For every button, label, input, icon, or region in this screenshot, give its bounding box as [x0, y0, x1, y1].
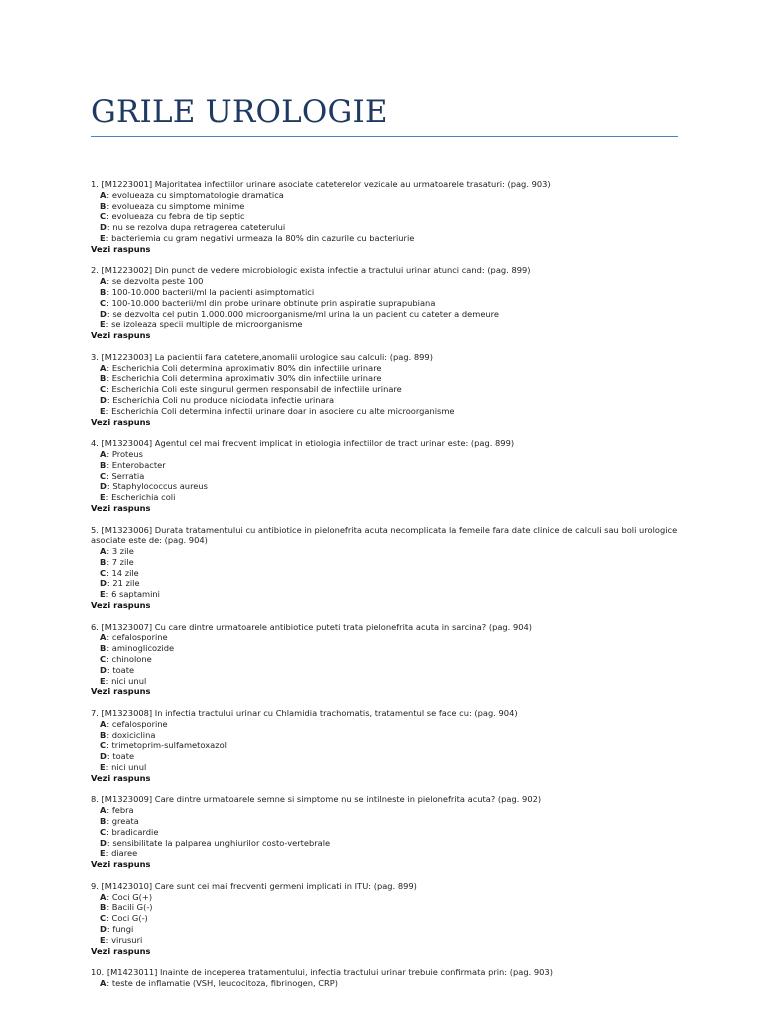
question-item: [91, 179, 681, 255]
option-letter: A: [100, 362, 107, 373]
option-letter: D: [100, 837, 107, 848]
answer-option: [91, 287, 681, 298]
answer-option: [91, 298, 681, 309]
answer-option: [91, 449, 681, 460]
option-text: : nici unul: [105, 762, 147, 773]
option-letter: E: [100, 589, 106, 600]
option-text: : Escherichia Coli determina aproximativ 30% din infectiile urinare: [106, 373, 382, 384]
answer-option: [91, 751, 681, 762]
option-text: : cefalosporine: [106, 632, 168, 643]
show-answer-link[interactable]: Vezi raspuns: [91, 502, 151, 513]
option-letter: B: [100, 643, 107, 654]
show-answer-link[interactable]: Vezi raspuns: [91, 416, 151, 427]
option-letter: A: [100, 276, 107, 287]
option-text: : Bacili G(-): [106, 902, 153, 913]
answer-option: [91, 654, 681, 665]
answer-option: [91, 643, 681, 654]
answer-option: [91, 762, 681, 773]
option-letter: B: [100, 902, 107, 913]
answer-option: [91, 276, 681, 287]
question-item: [91, 525, 681, 611]
question-item: [91, 265, 681, 341]
question-text: 7. [M1323008] In infectia tractului urinar cu Chlamidia trachomatis, tratamentul se face cu: (pag. 904): [91, 708, 518, 719]
answer-option: [91, 481, 681, 492]
show-answer-link[interactable]: Vezi raspuns: [91, 330, 151, 341]
question-item: [91, 352, 681, 428]
option-letter: E: [100, 405, 106, 416]
option-letter: E: [100, 934, 106, 945]
option-text: : Staphylococcus aureus: [106, 481, 208, 492]
option-text: : toate: [106, 751, 135, 762]
option-letter: B: [100, 373, 107, 384]
option-letter: D: [100, 481, 107, 492]
answer-option: [91, 892, 681, 903]
answer-option: [91, 201, 681, 212]
answer-option: [91, 589, 681, 600]
page-title: GRILE UROLOGIE: [91, 94, 388, 130]
answer-option: [91, 222, 681, 233]
option-text: : se dezvolta peste 100: [106, 276, 204, 287]
option-text: : 21 zile: [106, 578, 140, 589]
option-letter: A: [100, 891, 107, 902]
option-letter: B: [100, 459, 107, 470]
answer-option: [91, 913, 681, 924]
option-text: : sensibilitate la palparea unghiurilor costo-vertebrale: [106, 837, 331, 848]
answer-option: [91, 546, 681, 557]
option-letter: C: [100, 913, 107, 924]
option-letter: C: [100, 826, 107, 837]
answer-option: [91, 363, 681, 374]
answer-option: [91, 578, 681, 589]
question-text: 6. [M1323007] Cu care dintre urmatoarele antibiotice puteti trata pielonefrita acuta in sarcina? (pag. 904): [91, 621, 533, 632]
question-list: [91, 179, 681, 1000]
option-letter: C: [100, 297, 107, 308]
option-text: : Coci G(+): [106, 891, 153, 902]
answer-option: [91, 233, 681, 244]
option-text: : 14 zile: [106, 567, 139, 578]
option-text: : virusuri: [105, 934, 143, 945]
option-letter: B: [100, 556, 107, 567]
option-letter: C: [100, 470, 107, 481]
show-answer-link[interactable]: Vezi raspuns: [91, 686, 151, 697]
answer-option: [91, 805, 681, 816]
option-text: : evolueaza cu febra de tip septic: [106, 211, 245, 222]
option-text: : 7 zile: [106, 556, 134, 567]
answer-option: [91, 406, 681, 417]
option-letter: C: [100, 211, 107, 222]
question-item: [91, 708, 681, 784]
option-letter: A: [100, 805, 107, 816]
question-text: 9. [M1423010] Care sunt cei mai frecventi germeni implicati in ITU: (pag. 899): [91, 880, 417, 891]
answer-option: [91, 924, 681, 935]
option-text: : chinolone: [106, 654, 152, 665]
question-text: 2. [M1223002] Din punct de vedere microbiologic exista infectie a tractului urinar atunci cand: (pag. 899): [91, 265, 531, 276]
question-item: [91, 881, 681, 957]
option-letter: A: [100, 189, 107, 200]
answer-option: [91, 319, 681, 330]
question-text: 5. [M1323006] Durata tratamentului cu antibiotice in pielonefrita acuta necomplicata la femeile fara date clinice de calculi sau boli urologice asociate este de: (pag. 904): [91, 524, 678, 546]
option-text: : Escherichia Coli nu produce niciodata infectie urinara: [106, 394, 335, 405]
option-letter: C: [100, 567, 107, 578]
option-text: : nici unul: [105, 675, 147, 686]
answer-option: [91, 373, 681, 384]
show-answer-link[interactable]: Vezi raspuns: [91, 243, 151, 254]
option-letter: D: [100, 222, 107, 233]
option-letter: C: [100, 384, 107, 395]
answer-option: [91, 557, 681, 568]
option-text: : se dezvolta cel putin 1.000.000 microorganisme/ml urina la un pacient cu cateter a demeure: [106, 308, 500, 319]
option-text: : Proteus: [106, 448, 143, 459]
answer-option: [91, 827, 681, 838]
question-item: [91, 438, 681, 514]
answer-option: [91, 568, 681, 579]
option-letter: B: [100, 816, 107, 827]
option-letter: D: [100, 751, 107, 762]
answer-option: [91, 740, 681, 751]
answer-option: [91, 471, 681, 482]
question-text: 8. [M1323009] Care dintre urmatoarele semne si simptome nu se intilneste in pielonefrita acuta? (pag. 902): [91, 794, 542, 805]
option-letter: E: [100, 319, 106, 330]
option-letter: E: [100, 232, 106, 243]
answer-option: [91, 492, 681, 503]
question-item: [91, 794, 681, 870]
show-answer-link[interactable]: Vezi raspuns: [91, 859, 151, 870]
option-letter: B: [100, 729, 107, 740]
answer-option: [91, 309, 681, 320]
answer-option: [91, 665, 681, 676]
title-divider: [91, 136, 678, 137]
answer-option: [91, 632, 681, 643]
option-text: : 6 saptamini: [105, 589, 160, 600]
answer-option: [91, 848, 681, 859]
answer-option: [91, 730, 681, 741]
question-text: 3. [M1223003] La pacientii fara catetere,anomalii urologice sau calculi: (pag. 899): [91, 351, 433, 362]
question-item: [91, 622, 681, 698]
answer-option: [91, 190, 681, 201]
option-text: : fungi: [106, 923, 134, 934]
question-text: 4. [M1323004] Agentul cel mai frecvent implicat in etiologia infectiilor de tract urinar este: (pag. 899): [91, 438, 515, 449]
option-text: : evolueaza cu simptomatologie dramatica: [106, 189, 284, 200]
option-letter: A: [100, 718, 107, 729]
option-letter: E: [100, 848, 106, 859]
show-answer-link[interactable]: Vezi raspuns: [91, 600, 151, 611]
option-text: : 100-10.000 bacterii/ml la pacienti asimptomatici: [106, 286, 315, 297]
answer-option: [91, 816, 681, 827]
answer-option: [91, 978, 681, 989]
answer-option: [91, 211, 681, 222]
option-text: : 100-10.000 bacterii/ml din probe urinare obtinute prin aspiratie suprapubiana: [106, 297, 436, 308]
option-letter: A: [100, 448, 107, 459]
option-text: : aminoglicozide: [106, 643, 175, 654]
option-text: : bacteriemia cu gram negativi urmeaza la 80% din cazurile cu bacteriurie: [105, 232, 415, 243]
option-letter: E: [100, 762, 106, 773]
option-letter: A: [100, 977, 107, 988]
option-text: : bradicardie: [106, 826, 159, 837]
question-item: [91, 967, 681, 989]
option-text: : nu se rezolva dupa retragerea cateterului: [106, 222, 286, 233]
option-text: : Escherichia coli: [105, 492, 176, 503]
option-letter: A: [100, 546, 107, 557]
option-text: : Enterobacter: [106, 459, 166, 470]
option-text: : cefalosporine: [106, 718, 168, 729]
option-text: : greata: [106, 816, 139, 827]
option-text: : febra: [106, 805, 134, 816]
option-letter: E: [100, 675, 106, 686]
option-text: : toate: [106, 664, 135, 675]
answer-option: [91, 838, 681, 849]
option-text: : diaree: [105, 848, 138, 859]
option-letter: B: [100, 200, 107, 211]
option-letter: B: [100, 286, 107, 297]
answer-option: [91, 902, 681, 913]
option-letter: D: [100, 394, 107, 405]
option-text: : evolueaza cu simptome minime: [106, 200, 245, 211]
answer-option: [91, 935, 681, 946]
option-text: : Escherichia Coli determina infectii urinare doar in asociere cu alte microorganisme: [105, 405, 455, 416]
answer-option: [91, 384, 681, 395]
option-letter: C: [100, 740, 107, 751]
answer-option: [91, 460, 681, 471]
answer-option: [91, 676, 681, 687]
answer-option: [91, 395, 681, 406]
question-text: 10. [M1423011] Inainte de inceperea tratamentului, infectia tractului urinar trebuie confirmata prin: (pag. 903): [91, 967, 553, 978]
option-text: : Serratia: [106, 470, 145, 481]
option-text: : doxiciclina: [106, 729, 156, 740]
question-text: 1. [M1223001] Majoritatea infectiilor urinare asociate cateterelor vezicale au urmatoarele trasaturi: (pag. 903): [91, 179, 551, 189]
option-letter: D: [100, 664, 107, 675]
answer-option: [91, 719, 681, 730]
option-letter: D: [100, 308, 107, 319]
option-letter: D: [100, 923, 107, 934]
option-text: : Escherichia Coli determina aproximativ 80% din infectiile urinare: [106, 362, 382, 373]
option-text: : trimetoprim-sulfametoxazol: [106, 740, 227, 751]
option-text: : 3 zile: [106, 546, 134, 557]
option-text: : Escherichia Coli este singurul germen responsabil de infectiile urinare: [106, 384, 402, 395]
option-letter: E: [100, 492, 106, 503]
show-answer-link[interactable]: Vezi raspuns: [91, 772, 151, 783]
show-answer-link[interactable]: Vezi raspuns: [91, 945, 151, 956]
option-letter: A: [100, 632, 107, 643]
option-text: : teste de inflamatie (VSH, leucocitoza, fibrinogen, CRP): [106, 977, 339, 988]
option-letter: D: [100, 578, 107, 589]
option-text: : Coci G(-): [106, 913, 148, 924]
option-letter: C: [100, 654, 107, 665]
option-text: : se izoleaza specii multiple de microorganisme: [105, 319, 303, 330]
